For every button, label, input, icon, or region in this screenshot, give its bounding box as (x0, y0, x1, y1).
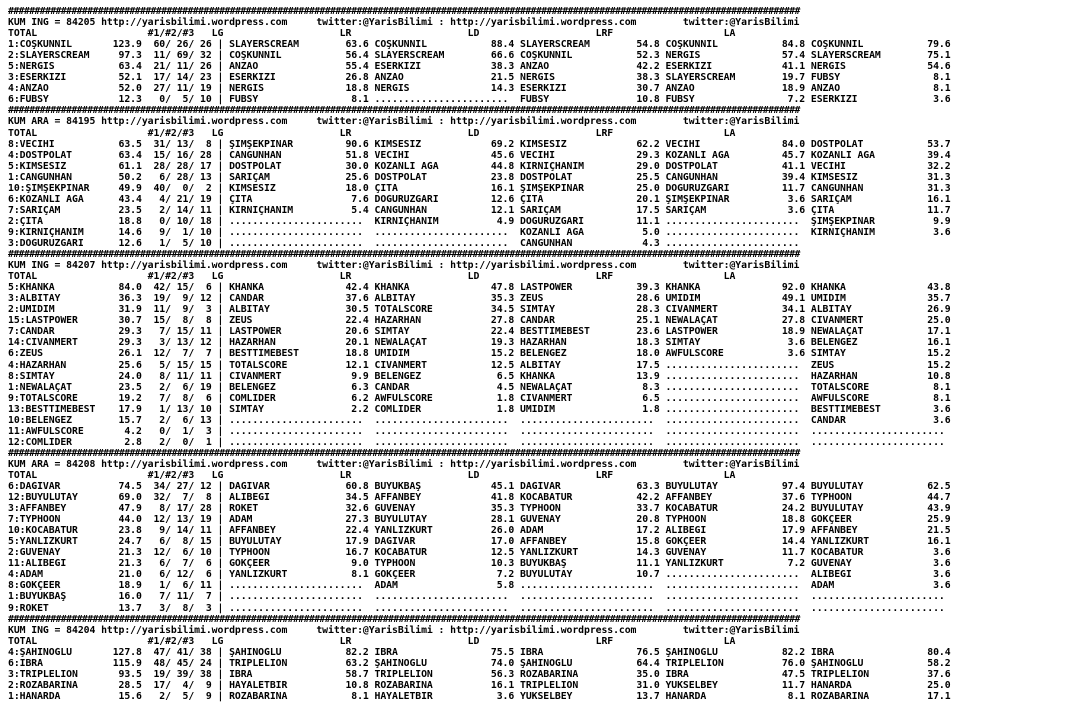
result-row: 3:ALBİTAY 36.3 19/ 9/ 12 | CANDAR 37.6 ALBİTAY 35.3 ZEUS 28.6 ÜMİDİM 49.1 ÜMİDİM 35.7 (8, 293, 951, 305)
result-row: 3:TRIPLELION 93.5 19/ 39/ 38 | İBRA 58.7 TRIPLELION 56.3 ROZABARINA 35.0 İBRA 47.5 TRIPLELION 37.6 (8, 668, 951, 680)
race-header: KUM ARA = 84195 http://yarisbilimi.wordpress.com twitter:@YarisBilimi : http://yarisbilimi.wordpress.com twitter:@YarisBilimi (8, 116, 800, 128)
section-separator: ###################################################################################################################################################### (8, 6, 800, 17)
result-row: 5:YANLIZKURT 24.7 6/ 8/ 15 | BÜYÜLÜTAY 17.9 DAĞIVAR 17.0 AFFANBEY 15.8 GÖKÇEER 14.4 YANLIZKURT 16.1 (8, 536, 951, 548)
result-row: 5:NERGİS 63.4 21/ 11/ 26 | ANZAO 55.4 ESERKIZI 38.3 ANZAO 42.2 ESERKIZI 41.1 NERGİS 54.6 (8, 61, 951, 73)
result-row: 6:KOZANLI AĞA 43.4 4/ 21/ 19 | ÇİTA 7.6 DOĞURÜZGARI 12.6 ÇİTA 20.1 ŞİMŞEKPINAR 3.6 SARIÇAM 16.1 (8, 193, 951, 205)
column-headers: TOTAL #1/#2/#3 LG LR LD LRF LA (8, 469, 736, 481)
result-row: 4:HAZARHAN 25.6 5/ 15/ 15 | TOTALSCORE 12.1 CİVANMERT 12.5 ALBİTAY 17.5 ....................... ZEUS 15.2 (8, 359, 951, 371)
result-row: 5:KHANKA 84.0 42/ 15/ 6 | KHANKA 42.4 KHANKA 47.8 LASTPOWER 39.3 KHANKA 92.0 KHANKA 43.8 (8, 282, 951, 294)
column-headers: TOTAL #1/#2/#3 LG LR LD LRF LA (8, 127, 736, 139)
result-row: 11:ALİBEGİ 21.3 6/ 7/ 6 | GÖKÇEER 9.0 TYPHOON 10.3 BÜYÜKBAŞ 11.1 YANLIZKURT 7.2 GÜVENAY 3.6 (8, 558, 951, 570)
result-row: 6:DAĞIVAR 74.5 34/ 27/ 12 | DAĞIVAR 60.8 BÜYÜKBAŞ 45.1 DAĞIVAR 63.3 BÜYÜLÜTAY 97.4 BÜYÜLÜTAY 62.5 (8, 481, 951, 493)
result-row: 7:SARIÇAM 23.5 2/ 14/ 11 | KIRNIÇHANIM 5.4 CANGÜNHAN 12.1 SARIÇAM 17.5 SARIÇAM 3.6 ÇİTA 11.7 (8, 204, 951, 216)
result-row: 12:COMLİDER 2.8 2/ 0/ 1 | ....................... ....................... ....................... ....................... ....................... (8, 436, 945, 448)
result-row: 8:VECİHİ 63.5 31/ 13/ 8 | ŞİMŞEKPINAR 90.6 KİMSESİZ 69.2 KİMSESİZ 62.2 VECİHİ 84.0 DOSTPOLAT 53.7 (8, 138, 951, 150)
section-separator: ###################################################################################################################################################### (8, 613, 800, 625)
result-row: 3:AFFANBEY 47.9 8/ 17/ 28 | ROKET 32.6 GÜVENAY 35.3 TYPHOON 33.7 KOCABATUR 24.2 BÜYÜLÜTAY 43.9 (8, 503, 951, 515)
column-headers: TOTAL #1/#2/#3 LG LR LD LRF LA (8, 28, 736, 40)
result-row: 7:CANDAR 29.3 7/ 15/ 11 | LASTPOWER 20.6 SİMTAY 22.4 BESTTIMEBEST 23.6 LASTPOWER 18.9 NEWALAÇAT 17.1 (8, 326, 951, 338)
section-separator: ###################################################################################################################################################### (8, 249, 800, 261)
section-separator: ###################################################################################################################################################### (8, 447, 800, 459)
result-row: 10:BELENGEZ 15.7 2/ 6/ 13 | ....................... ....................... ....................... ....................... CANDAR 3.6 (8, 414, 951, 426)
race-header: KUM ARA = 84208 http://yarisbilimi.wordpress.com twitter:@YarisBilimi : http://yarisbilimi.wordpress.com twitter:@YarisBilimi (8, 458, 800, 470)
result-row: 1:BÜYÜKBAŞ 16.0 7/ 11/ 7 | ....................... ....................... ....................... ....................... ....................... (8, 591, 945, 603)
race-results-sheet (8, 6, 951, 702)
result-row: 1:COŞKUNNİL 123.9 60/ 26/ 26 | SLAYERSCREAM 63.6 COŞKUNNİL 88.4 SLAYERSCREAM 54.8 COŞKUNNİL 84.8 COŞKUNNİL 79.6 (8, 39, 951, 51)
race-header: KUM ING = 84204 http://yarisbilimi.wordpress.com twitter:@YarisBilimi : http://yarisbilimi.wordpress.com twitter:@YarisBilimi (8, 624, 800, 636)
result-row: 2:ÇİTA 18.8 0/ 10/ 18 | ....................... KIRNIÇHANIM 4.9 DOĞURÜZGARI 11.1 ....................... ŞİMŞEKPINAR 9.9 (8, 215, 951, 227)
result-row: 4:ŞAHİNOĞLU 127.8 47/ 41/ 38 | ŞAHİNOĞLU 82.2 İBRA 75.5 İBRA 76.5 ŞAHİNOĞLU 82.2 İBRA 80.4 (8, 646, 951, 658)
result-row: 13:BESTTIMEBEST 17.9 1/ 13/ 10 | SİMTAY 2.2 COMLİDER 1.8 ÜMİDİM 1.8 ....................... BESTTIMEBEST 3.6 (8, 403, 951, 415)
result-row: 9:TOTALSCORE 19.2 7/ 8/ 6 | COMLİDER 6.2 AWFULSCORE 1.8 CİVANMERT 6.5 ....................... AWFULSCORE 8.1 (8, 392, 951, 404)
result-row: 11:AWFULSCORE 4.2 0/ 1/ 3 | ....................... ....................... ....................... ....................... ....................... (8, 425, 945, 437)
result-row: 4:ADAM 21.0 6/ 12/ 6 | YANLIZKURT 8.1 GÖKÇEER 7.2 BÜYÜLÜTAY 10.7 ....................... ALİBEGİ 3.6 (8, 569, 951, 581)
race-header: KUM ING = 84205 http://yarisbilimi.wordpress.com twitter:@YarisBilimi : http://yarisbilimi.wordpress.com twitter:@YarisBilimi (8, 17, 800, 29)
result-row: 8:SİMTAY 24.0 8/ 11/ 11 | CİVANMERT 9.9 BELENGEZ 6.5 KHANKA 13.9 ....................... HAZARHAN 10.8 (8, 370, 951, 382)
result-row: 2:GÜVENAY 21.3 12/ 6/ 10 | TYPHOON 16.7 KOCABATUR 12.5 YANLIZKURT 14.3 GÜVENAY 11.7 KOCABATUR 3.6 (8, 547, 951, 559)
result-row: 4:ANZAO 52.0 27/ 11/ 19 | NERGİS 18.8 NERGİS 14.3 ESERKIZI 30.7 ANZAO 18.9 ANZAO 8.1 (8, 83, 951, 95)
result-row: 12:BÜYÜLÜTAY 69.0 32/ 7/ 8 | ALİBEGİ 34.5 AFFANBEY 41.8 KOCABATUR 42.2 AFFANBEY 37.6 TYPHOON 44.7 (8, 492, 951, 504)
result-row: 6:İBRA 115.9 48/ 45/ 24 | TRIPLELION 63.2 ŞAHİNOĞLU 74.0 ŞAHİNOĞLU 64.4 TRIPLELION 76.0 ŞAHİNOĞLU 58.2 (8, 657, 951, 669)
result-row: 6:ZEUS 26.1 12/ 7/ 7 | BESTTIMEBEST 18.8 ÜMİDİM 15.2 BELENGEZ 18.0 AWFULSCORE 3.6 SİMTAY 15.2 (8, 348, 951, 360)
result-row: 3:DOĞURÜZGARI 12.6 1/ 5/ 10 | ....................... ....................... CANGÜNHAN 4.3 ....................... (8, 237, 800, 249)
result-row: 2:SLAYERSCREAM 97.3 11/ 69/ 32 | COŞKUNNİL 56.4 SLAYERSCREAM 66.6 COŞKUNNİL 52.3 NERGİS 57.4 SLAYERSCREAM 75.1 (8, 50, 951, 62)
result-row: 10:KOCABATUR 23.8 9/ 14/ 11 | AFFANBEY 22.4 YANLIZKURT 26.0 ADAM 17.2 ALİBEGİ 17.9 AFFANBEY 21.5 (8, 525, 951, 537)
result-row: 8:GÖKÇEER 18.9 1/ 6/ 11 | ....................... ADAM 5.8 ....................... ....................... ADAM 3.6 (8, 580, 951, 592)
race-header: KUM ING = 84207 http://yarisbilimi.wordpress.com twitter:@YarisBilimi : http://yarisbilimi.wordpress.com twitter:@YarisBilimi (8, 260, 800, 272)
result-row: 15:LASTPOWER 30.7 15/ 8/ 8 | ZEUS 22.4 HAZARHAN 27.8 CANDAR 25.1 NEWALAÇAT 27.8 CİVANMERT 25.0 (8, 315, 951, 327)
result-row: 9:KIRNIÇHANIM 14.6 9/ 1/ 10 | ....................... ....................... KOZANLI AĞA 5.0 ....................... KIRNIÇHANIM 3.6 (8, 226, 951, 238)
column-headers: TOTAL #1/#2/#3 LG LR LD LRF LA (8, 635, 736, 647)
result-row: 10:ŞİMŞEKPINAR 49.9 40/ 0/ 2 | KİMSESİZ 18.0 ÇİTA 16.1 ŞİMŞEKPINAR 25.0 DOĞURÜZGARI 11.7 CANGÜNHAN 31.3 (8, 182, 951, 194)
result-row: 3:ESERKIZI 52.1 17/ 14/ 23 | ESERKIZI 26.8 ANZAO 21.5 NERGİS 38.3 SLAYERSCREAM 19.7 FUBSY 8.1 (8, 72, 951, 84)
result-row: 1:NEWALAÇAT 23.5 2/ 6/ 19 | BELENGEZ 6.3 CANDAR 4.5 NEWALAÇAT 8.3 ....................... TOTALSCORE 8.1 (8, 381, 951, 393)
result-row: 7:TYPHOON 44.0 12/ 13/ 19 | ADAM 27.3 BÜYÜLÜTAY 28.1 GÜVENAY 20.8 TYPHOON 18.8 GÖKÇEER 25.9 (8, 514, 951, 526)
result-row: 9:ROKET 13.7 3/ 8/ 3 | ....................... ....................... ....................... ....................... ....................... (8, 602, 945, 614)
column-headers: TOTAL #1/#2/#3 LG LR LD LRF LA (8, 271, 736, 283)
result-row: 1:HANARDA 15.6 2/ 5/ 9 | ROZABARINA 8.1 HAYALETBİR 3.6 YÜKSELBEY 13.7 HANARDA 8.1 ROZABARINA 17.1 (8, 690, 951, 702)
result-row: 1:CANGÜNHAN 50.2 6/ 28/ 13 | SARIÇAM 25.6 DOSTPOLAT 23.8 DOSTPOLAT 25.5 CANGÜNHAN 39.4 KİMSESİZ 31.3 (8, 171, 951, 183)
result-row: 2:ROZABARINA 28.5 17/ 4/ 9 | HAYALETBİR 10.8 ROZABARINA 16.1 TRIPLELION 31.0 YÜKSELBEY 11.7 HANARDA 25.0 (8, 679, 951, 691)
result-row: 6:FUBSY 12.3 0/ 5/ 10 | FUBSY 8.1 ....................... FUBSY 10.8 FUBSY 7.2 ESERKIZI 3.6 (8, 94, 951, 106)
result-row: 5:KİMSESİZ 61.1 28/ 28/ 17 | DOSTPOLAT 30.0 KOZANLI AĞA 44.8 KIRNIÇHANIM 29.0 DOSTPOLAT 41.1 VECİHİ 32.2 (8, 160, 951, 172)
result-row: 4:DOSTPOLAT 63.4 15/ 16/ 28 | CANGÜNHAN 51.8 VECİHİ 45.6 VECİHİ 29.3 KOZANLI AĞA 45.7 KOZANLI AĞA 39.4 (8, 149, 951, 161)
result-row: 2:ÜMİDİM 31.9 11/ 9/ 3 | ALBİTAY 30.5 TOTALSCORE 34.5 SİMTAY 28.3 CİVANMERT 34.1 ALBİTAY 26.9 (8, 304, 951, 316)
section-separator: ###################################################################################################################################################### (8, 105, 800, 117)
result-row: 14:CİVANMERT 29.3 3/ 13/ 12 | HAZARHAN 20.1 NEWALAÇAT 19.3 HAZARHAN 18.3 SİMTAY 3.6 BELENGEZ 16.1 (8, 337, 951, 349)
